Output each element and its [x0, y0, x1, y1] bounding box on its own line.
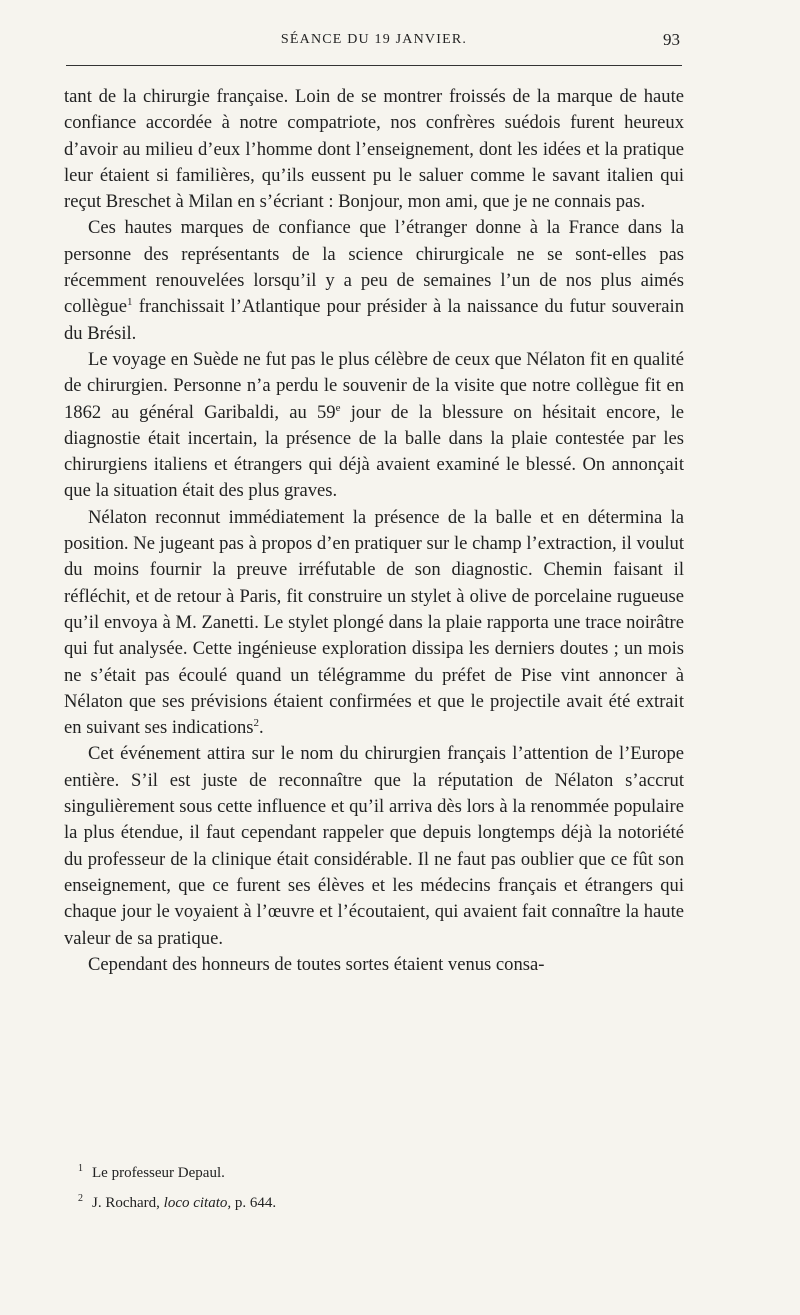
running-title: SÉANCE DU 19 JANVIER. [280, 32, 468, 47]
footnote-page: p. 644. [234, 1195, 277, 1211]
paragraph-text: jour de la blessure on hésitait encore, le diagnostie était incertain, la présence de la balle dans la plaie contestée par les chirurgiens italiens et étrangers qui déjà avaient examiné le blessé. On annonçait que la situation était des plus graves. [64, 401, 684, 502]
footnote-mark: 1 [78, 1163, 83, 1174]
footnote-text: Le professeur Depaul. [92, 1165, 225, 1181]
footnote-mark: 2 [78, 1193, 83, 1204]
paragraph-5 [64, 741, 684, 951]
footnote-ref[interactable]: 1 [126, 296, 133, 309]
header-rule [66, 65, 682, 66]
body-text [64, 84, 684, 978]
paragraph-text: Nélaton reconnut immédiatement la présence de la balle et en détermina la position. Ne jugeant pas à propos d’en pratiquer sur le champ l’extraction, il voulut du moins fournir la preuve irréfutable de son diagnostic. Chemin faisant il réfléchit, et de retour à Paris, fit construire un stylet à olive de porcelaine rugueuse qu’il envoya à M. Zanetti. Le stylet plongé dans la plaie rapporta une trace noirâtre qui fut analysée. Cette ingénieuse exploration dissipa les derniers doutes ; un mois ne s’était pas écoulé quand un télégramme du préfet de Pise vint annoncer à Nélaton que ses prévisions étaient confirmées et que le projectile avait été extrait en suivant ses indications [64, 506, 684, 739]
footnote-ref[interactable]: 2 [253, 716, 260, 729]
paragraph-text: . [259, 717, 264, 739]
paragraph-4 [64, 505, 684, 742]
footnote-1 [78, 1156, 678, 1186]
paragraph-2 [64, 215, 684, 346]
paragraph-text: franchissait l’Atlantique pour présider à la naissance du futur souverain du Brésil. [64, 296, 684, 344]
paragraph-6 [64, 952, 684, 978]
paragraph-text: tant de la chirurgie française. Loin de se montrer froissés de la marque de haute confiance accordée à notre compatriote, nos confrères suédois furent heureux d’avoir au milieu d’eux l’homme dont l’enseignement, dont les idées et la pratique leur étaient si familières, qu’ils eussent pu le saluer comme le savant italien qui reçut Breschet à Milan en s’écriant : Bonjour, mon ami, que je ne connais pas. [64, 86, 684, 213]
paragraph-text: Ces hautes marques de confiance que l’étranger donne à la France dans la personne des représentants de la science chirurgicale ne se sont-elles pas récemment renouvelées lorsqu’il y a peu de semaines l’un de nos plus aimés collègue [64, 217, 684, 318]
footnote-2 [78, 1186, 678, 1216]
paragraph-text: Le voyage en Suède ne fut pas le plus célèbre de ceux que Nélaton fit en qualité de chirurgien. Personne n’a perdu le souvenir de la visite que notre collègue fit en 1862 au général Garibaldi, au 59 [64, 348, 684, 423]
footnote-citation: loco citato, [163, 1195, 232, 1211]
paragraph-text: Cependant des honneurs de toutes sortes étaient venus consa- [88, 953, 545, 975]
ordinal-suffix: e [335, 401, 341, 414]
footnote-author: J. Rochard, [92, 1195, 160, 1211]
page-number: 93 [663, 30, 680, 49]
paragraph-1 [64, 84, 684, 215]
paragraph-text: Cet événement attira sur le nom du chirurgien français l’attention de l’Europe entière. S’il est juste de reconnaître que la réputation de Nélaton s’accrut singulièrement sous cette influence et qu’il arriva dès lors à la renommée populaire la plus étendue, il faut cependant rappeler que depuis longtemps déjà la notoriété du professeur de la clinique était considérable. Il ne faut pas oublier que ce fût son enseignement, que ce furent ses élèves et les médecins français et étrangers qui chaque jour le voyaient à l’œuvre et l’écoutaient, qui avaient fait connaître la haute valeur de sa pratique. [64, 743, 684, 949]
paragraph-3 [64, 347, 684, 505]
footnotes [78, 1156, 678, 1216]
running-header [64, 30, 684, 58]
